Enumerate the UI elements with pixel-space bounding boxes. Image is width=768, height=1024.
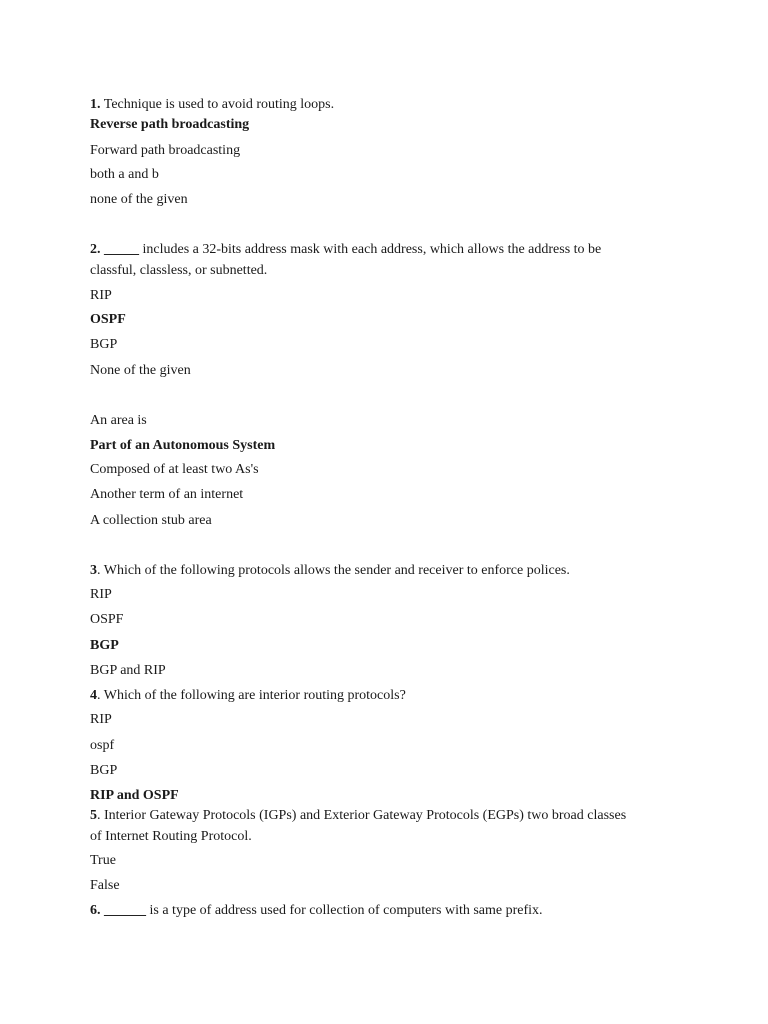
- answer-option-correct: BGP: [90, 638, 119, 653]
- answer-option: RIP: [90, 587, 112, 602]
- question-number: 3: [90, 563, 97, 578]
- question-text-continued: classful, classless, or subnetted.: [90, 263, 268, 278]
- question-text: is a type of address used for collection of computers with same prefix.: [149, 903, 543, 918]
- question-1: [90, 96, 334, 114]
- answer-option: RIP: [90, 288, 112, 303]
- question-number: 5: [90, 808, 97, 823]
- question-text: Technique is used to avoid routing loops.: [103, 97, 335, 112]
- question-number: 4: [90, 688, 97, 703]
- answer-option: BGP: [90, 337, 118, 352]
- question-text-continued: of Internet Routing Protocol.: [90, 829, 252, 844]
- answer-option: RIP: [90, 712, 112, 727]
- answer-option-correct: Reverse path broadcasting: [90, 117, 250, 132]
- answer-option-correct: Part of an Autonomous System: [90, 438, 276, 453]
- question-4: [90, 687, 406, 705]
- answer-option-correct: RIP and OSPF: [90, 788, 179, 803]
- answer-option: False: [90, 878, 120, 893]
- question-5: [90, 807, 626, 825]
- answer-option-correct: OSPF: [90, 312, 126, 327]
- question-text: . Which of the following are interior routing protocols?: [97, 688, 406, 703]
- answer-option: BGP and RIP: [90, 663, 166, 678]
- answer-option: Another term of an internet: [90, 487, 244, 502]
- question-6: [90, 902, 543, 920]
- question-blank: ______: [104, 903, 146, 918]
- question-number: 2.: [90, 242, 101, 257]
- question-text: includes a 32-bits address mask with each address, which allows the address to be: [142, 242, 602, 257]
- question-2: [90, 241, 601, 259]
- answer-option: Composed of at least two As's: [90, 462, 259, 477]
- answer-option: BGP: [90, 763, 118, 778]
- question-number: 1.: [90, 97, 101, 112]
- answer-option: OSPF: [90, 612, 124, 627]
- question-area: An area is: [90, 413, 147, 428]
- answer-option: None of the given: [90, 363, 191, 378]
- question-number: 6.: [90, 903, 101, 918]
- question-3: [90, 562, 570, 580]
- question-text: . Which of the following protocols allows the sender and receiver to enforce polices.: [97, 563, 570, 578]
- answer-option: none of the given: [90, 192, 188, 207]
- question-blank: _____: [104, 242, 139, 257]
- question-text: . Interior Gateway Protocols (IGPs) and Exterior Gateway Protocols (EGPs) two broad classes: [97, 808, 627, 823]
- answer-option: Forward path broadcasting: [90, 143, 241, 158]
- answer-option: ospf: [90, 738, 115, 753]
- answer-option: both a and b: [90, 167, 159, 182]
- answer-option: True: [90, 853, 116, 868]
- answer-option: A collection stub area: [90, 513, 212, 528]
